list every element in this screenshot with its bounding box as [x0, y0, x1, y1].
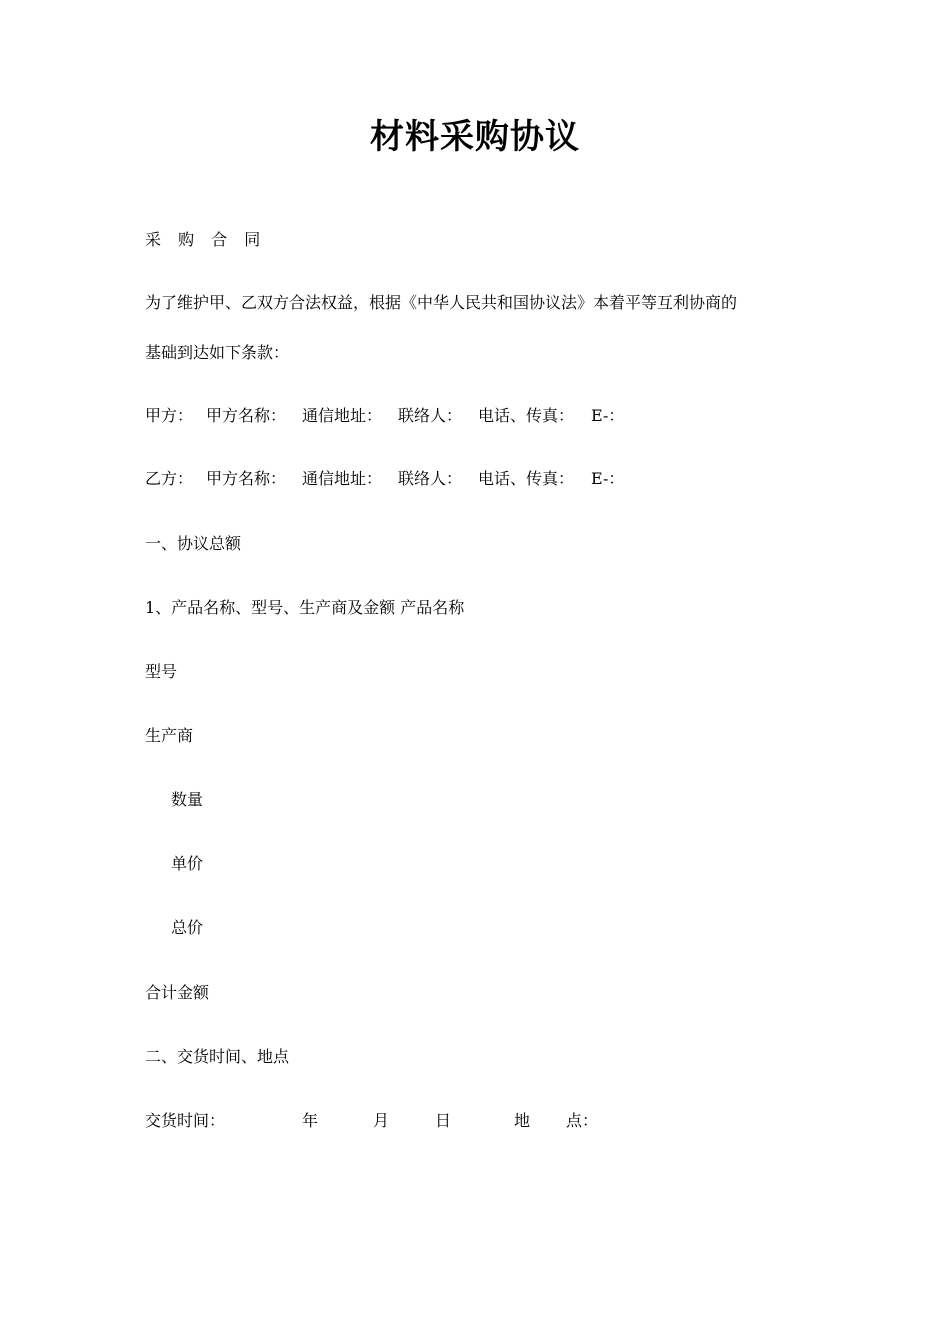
- section-2-heading: 二、交货时间、地点: [145, 1047, 290, 1066]
- party-b-address-field: 通信地址：: [302, 469, 383, 488]
- party-b-row: [145, 467, 665, 491]
- delivery-row: [145, 1109, 615, 1133]
- party-a-email-field: E-：: [591, 406, 625, 425]
- party-a-label: 甲方：: [145, 406, 194, 425]
- party-a-row: [145, 404, 665, 428]
- section-1-heading: 一、协议总额: [145, 534, 242, 553]
- contract-subtitle: 采 购 合 同: [145, 230, 267, 249]
- delivery-month: 月: [373, 1111, 390, 1130]
- field-unit-price: 单价: [171, 854, 204, 873]
- party-b-label: 乙方：: [145, 469, 194, 488]
- field-total-price: 总价: [171, 918, 204, 937]
- party-a-name-field: 甲方名称：: [206, 406, 287, 425]
- field-sum-amount: 合计金额: [145, 983, 210, 1002]
- intro-line-2: 基础到达如下条款：: [145, 343, 290, 362]
- intro-line-1: 为了维护甲、乙双方合法权益，根据《中华人民共和国协议法》本着平等互利协商的: [145, 293, 738, 312]
- party-b-name-field: 甲方名称：: [206, 469, 287, 488]
- document-title: 材料采购协议: [370, 117, 580, 157]
- delivery-year: 年: [302, 1111, 319, 1130]
- party-b-contact-field: 联络人：: [398, 469, 463, 488]
- delivery-place-char-1: 地: [514, 1111, 531, 1130]
- party-a-contact-field: 联络人：: [398, 406, 463, 425]
- field-manufacturer: 生产商: [145, 726, 194, 745]
- party-b-email-field: E-：: [591, 469, 625, 488]
- item-1-heading: 1、产品名称、型号、生产商及金额 产品名称: [145, 598, 465, 617]
- delivery-time-label: 交货时间：: [145, 1111, 226, 1130]
- field-model: 型号: [145, 662, 178, 681]
- field-quantity: 数量: [171, 790, 204, 809]
- delivery-place-char-2: 点：: [566, 1111, 599, 1130]
- delivery-day: 日: [435, 1111, 452, 1130]
- party-a-phone-field: 电话、传真：: [478, 406, 575, 425]
- party-a-address-field: 通信地址：: [302, 406, 383, 425]
- party-b-phone-field: 电话、传真：: [478, 469, 575, 488]
